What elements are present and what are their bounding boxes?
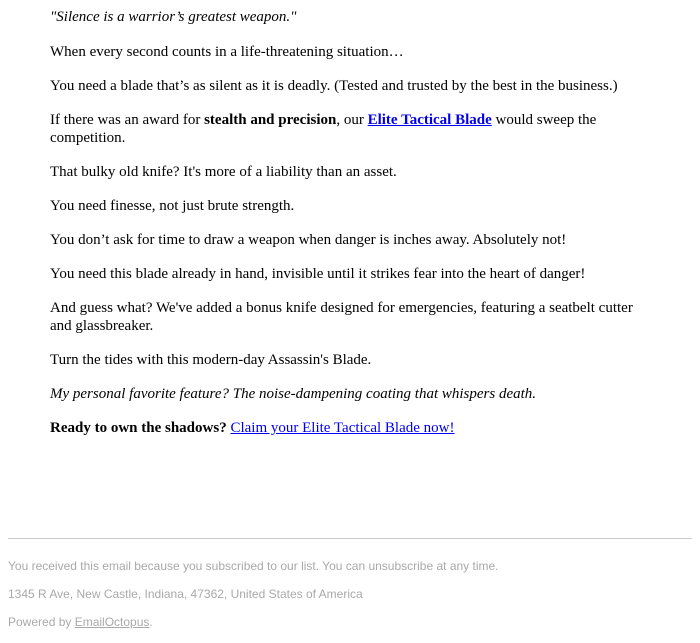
paragraph-bonus-knife: And guess what? We've added a bonus knife designed for emergencies, featuring a seatbelt cutter and glassbreaker. bbox=[50, 300, 633, 334]
award-text-middle: , our bbox=[336, 112, 368, 128]
paragraph-bulky-knife: That bulky old knife? It's more of a liability than an asset. bbox=[50, 164, 397, 180]
paragraph-blade-in-hand: You need this blade already in hand, invisible until it strikes fear into the heart of danger! bbox=[50, 266, 586, 282]
award-text-after: would sweep the competition. bbox=[50, 112, 597, 146]
email-footer bbox=[8, 557, 692, 641]
favorite-feature-text: My personal favorite feature? The noise-dampening coating that whispers death. bbox=[50, 386, 537, 402]
paragraph-situation: When every second counts in a life-threatening situation… bbox=[50, 44, 404, 60]
subscription-note: You received this email because you subscribed to our list. You can unsubscribe at any time. bbox=[8, 559, 499, 573]
powered-by bbox=[8, 613, 692, 631]
paragraph-favorite-feature bbox=[50, 385, 650, 403]
paragraph-award bbox=[50, 111, 650, 147]
footer-divider bbox=[8, 538, 692, 539]
cta-bold-text: Ready to own the shadows? bbox=[50, 420, 227, 436]
emailoctopus-link[interactable]: EmailOctopus bbox=[74, 615, 150, 629]
paragraph-draw-weapon: You don’t ask for time to draw a weapon when danger is inches away. Absolutely not! bbox=[50, 232, 567, 248]
paragraph-finesse: You need finesse, not just brute strength. bbox=[50, 198, 295, 214]
elite-tactical-blade-link[interactable]: Elite Tactical Blade bbox=[367, 112, 492, 128]
opening-quote: "Silence is a warrior’s greatest weapon." bbox=[50, 9, 297, 25]
paragraph-assassins-blade: Turn the tides with this modern-day Assassin's Blade. bbox=[50, 352, 372, 368]
paragraph-silent-blade: You need a blade that’s as silent as it is deadly. (Tested and trusted by the best in the business.) bbox=[50, 78, 618, 94]
email-body bbox=[50, 8, 650, 453]
powered-by-prefix: Powered by bbox=[8, 615, 75, 629]
mailing-address: 1345 R Ave, New Castle, Indiana, 47362, United States of America bbox=[8, 587, 363, 601]
award-text-before: If there was an award for bbox=[50, 112, 205, 128]
powered-by-suffix: . bbox=[149, 615, 153, 629]
call-to-action bbox=[50, 419, 650, 437]
claim-blade-link[interactable]: Claim your Elite Tactical Blade now! bbox=[230, 420, 455, 436]
award-bold-text: stealth and precision bbox=[204, 112, 337, 128]
